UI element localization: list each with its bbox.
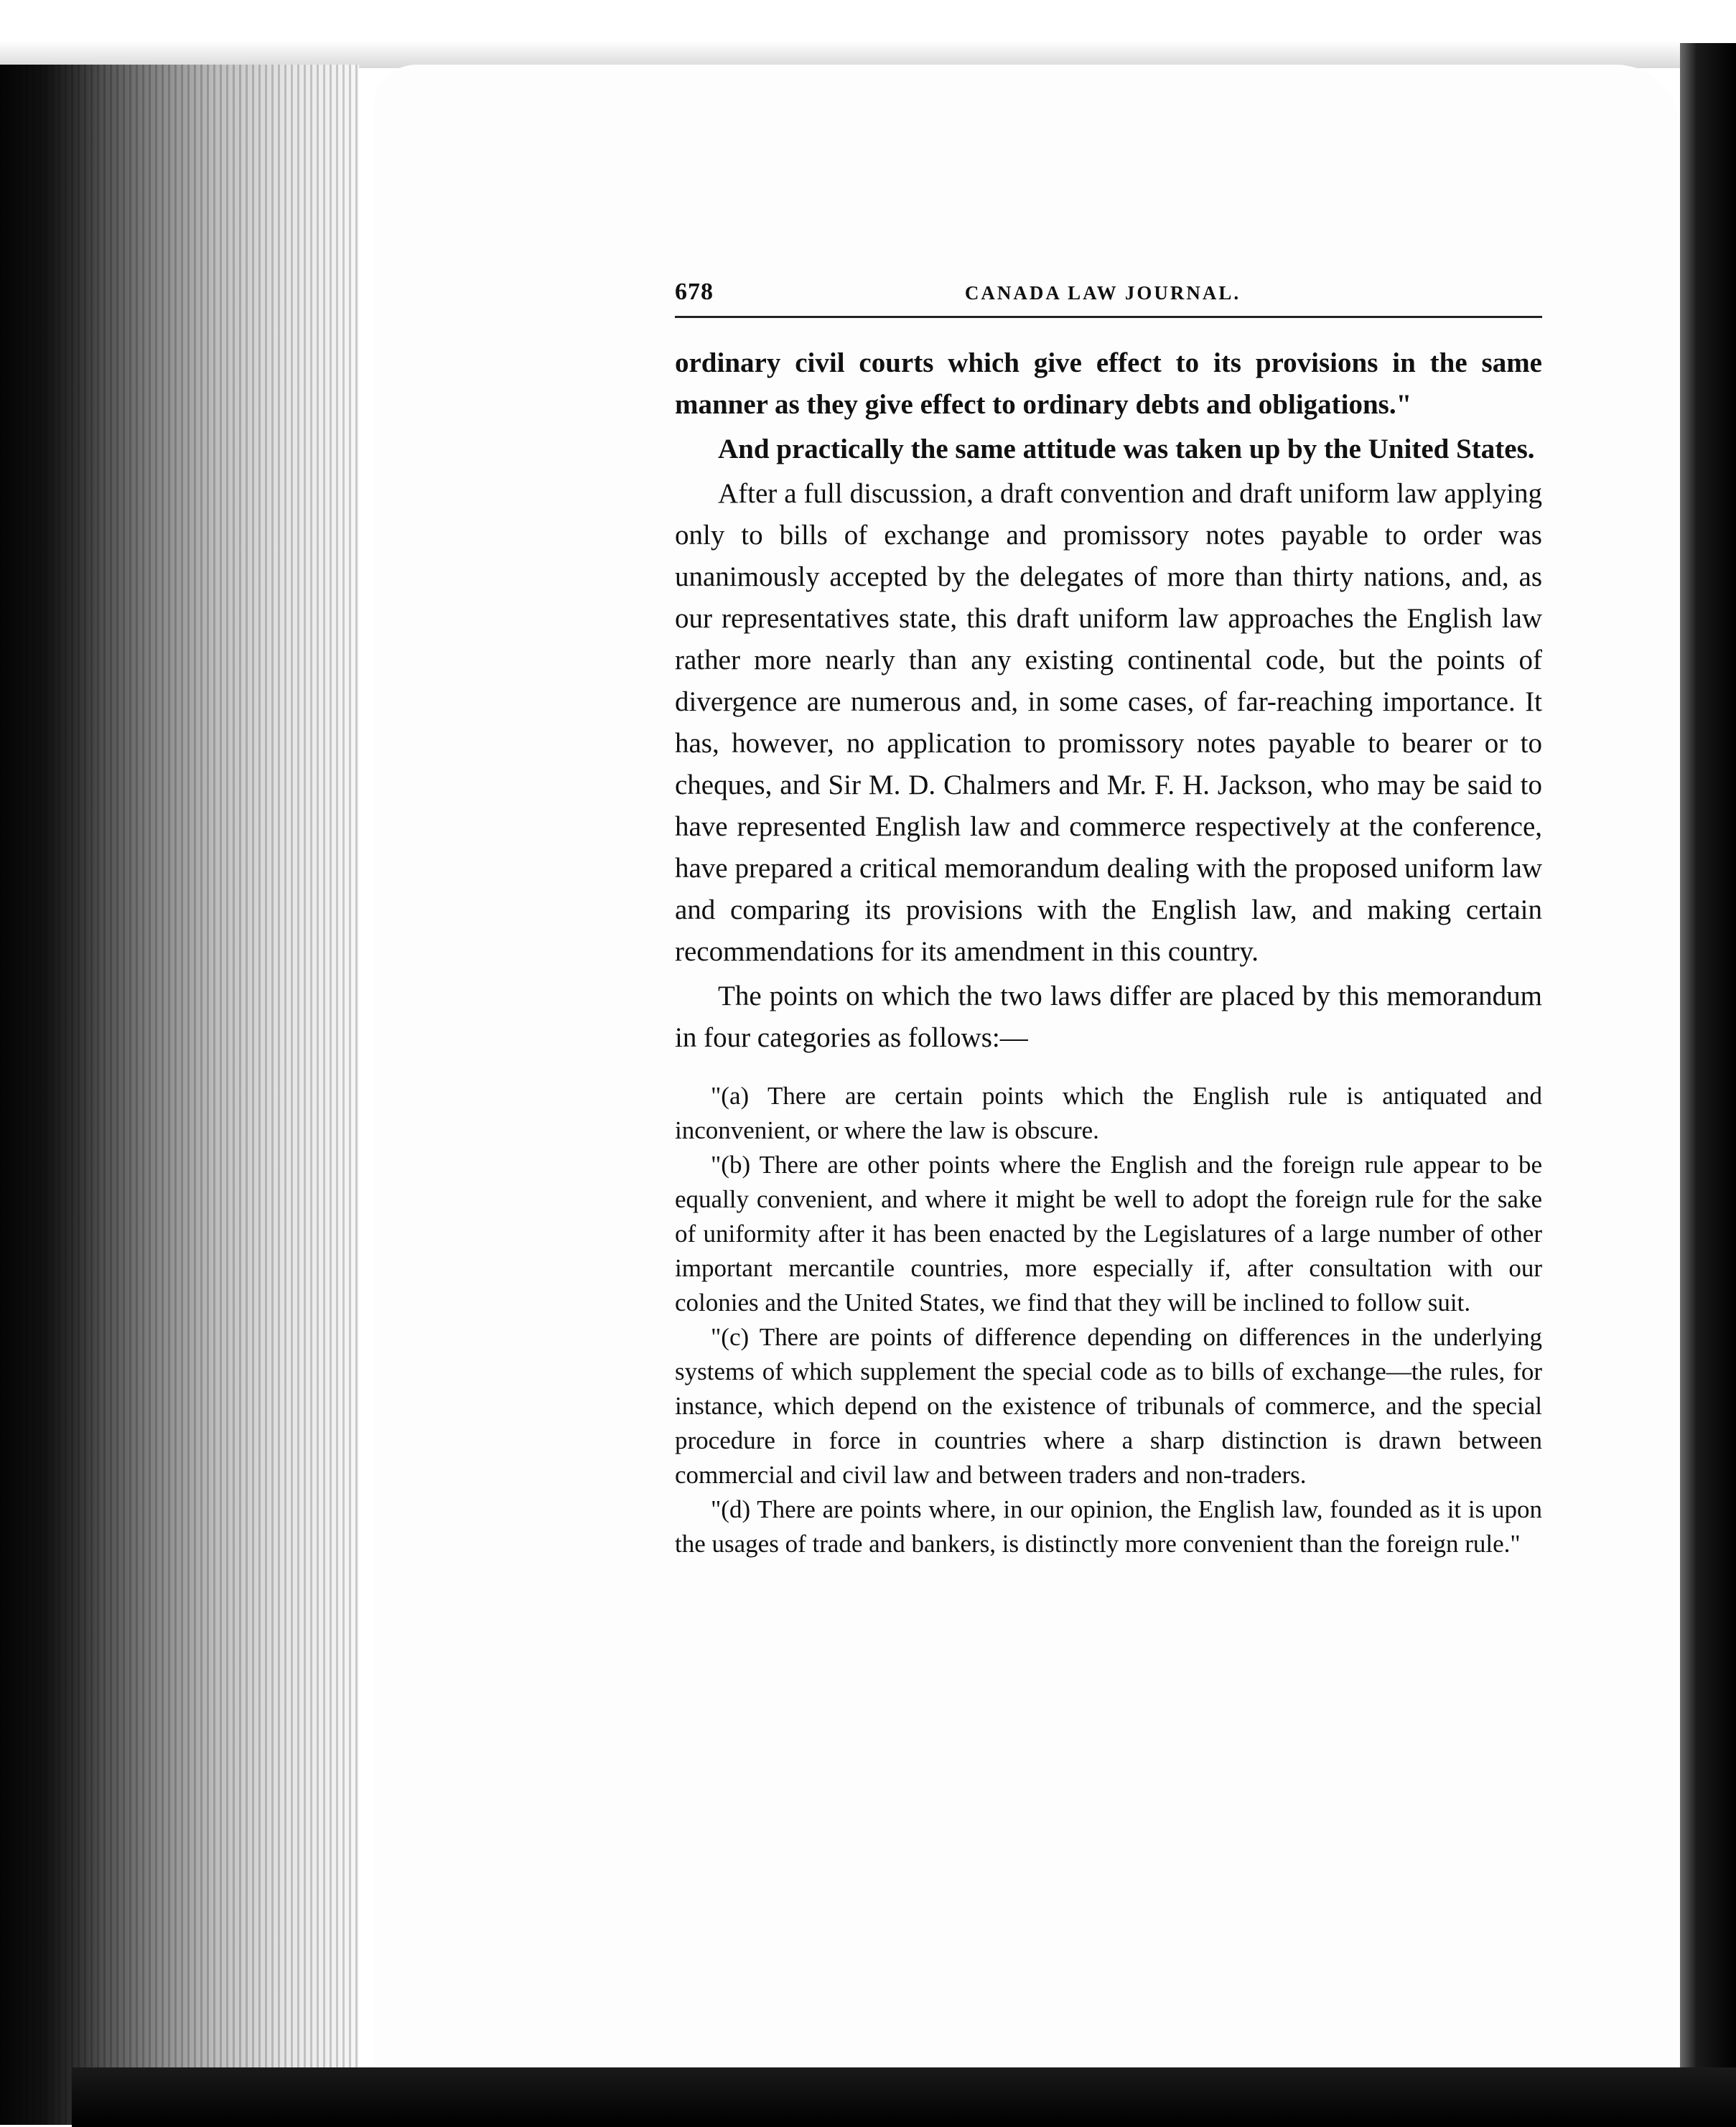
scan-right-edge bbox=[1680, 43, 1736, 2127]
scan-bottom-edge bbox=[72, 2067, 1736, 2127]
paragraph-continuation: ordinary civil courts which give effect to its provisions in the same manner as they give effect to ordinary debts and obligations." bbox=[675, 347, 1542, 420]
quote-item-a: "(a) There are certain points which the English rule is antiquated and inconvenient, or where the law is obscure. bbox=[675, 1082, 1542, 1144]
running-title: CANADA LAW JOURNAL. bbox=[964, 282, 1241, 304]
quote-item-d: "(d) There are points where, in our opinion, the English law, founded as it is upon the usages of trade and bankers, is distinctly more convenient than the foreign rule." bbox=[675, 1495, 1542, 1558]
page-header bbox=[675, 279, 1542, 318]
page-content bbox=[675, 279, 1542, 1561]
paragraph-categories-intro: The points on which the two laws differ are placed by this memorandum in four categories as follows:— bbox=[675, 981, 1542, 1053]
paragraph-draft-convention: After a full discussion, a draft convention and draft uniform law applying only to bills of exchange and promissory notes payable to order was unanimously accepted by the delegates of more than thirty nations, and, as our representatives state, this draft uniform law approaches the English law rather more nearly than any existing continental code, but the points of divergence are numerous and, in some cases, of far-reaching importance. It has, however, no application to promissory notes payable to bearer or to cheques, and Sir M. D. Chalmers and Mr. F. H. Jackson, who may be said to have represented English law and commerce respectively at the conference, have prepared a critical memorandum dealing with the proposed uniform law and comparing its provisions with the English law, and making certain recommendations for its amendment in this country. bbox=[675, 478, 1542, 967]
memorandum-quote bbox=[675, 1079, 1542, 1561]
scan-top-edge bbox=[0, 0, 1736, 68]
quote-item-c: "(c) There are points of difference depending on differences in the underlying systems of which supplement the special code as to bills of exchange—the rules, for instance, which depend on the existence of tribunals of commerce, and the special procedure in force in countries where a sharp distinction is drawn between commercial and civil law and between traders and non-traders. bbox=[675, 1323, 1542, 1489]
page-number: 678 bbox=[675, 279, 714, 305]
paragraph-united-states: And practically the same attitude was taken up by the United States. bbox=[718, 434, 1535, 464]
book-spine-shadow bbox=[0, 65, 359, 2125]
quote-item-b: "(b) There are other points where the English and the foreign rule appear to be equally convenient, and where it might be well to adopt the foreign rule for the sake of uniformity after it has been enacted by the Legislatures of a large number of other important mercantile countries, more especially if, after consultation with our colonies and the United States, we find that they will be inclined to follow suit. bbox=[675, 1151, 1542, 1317]
